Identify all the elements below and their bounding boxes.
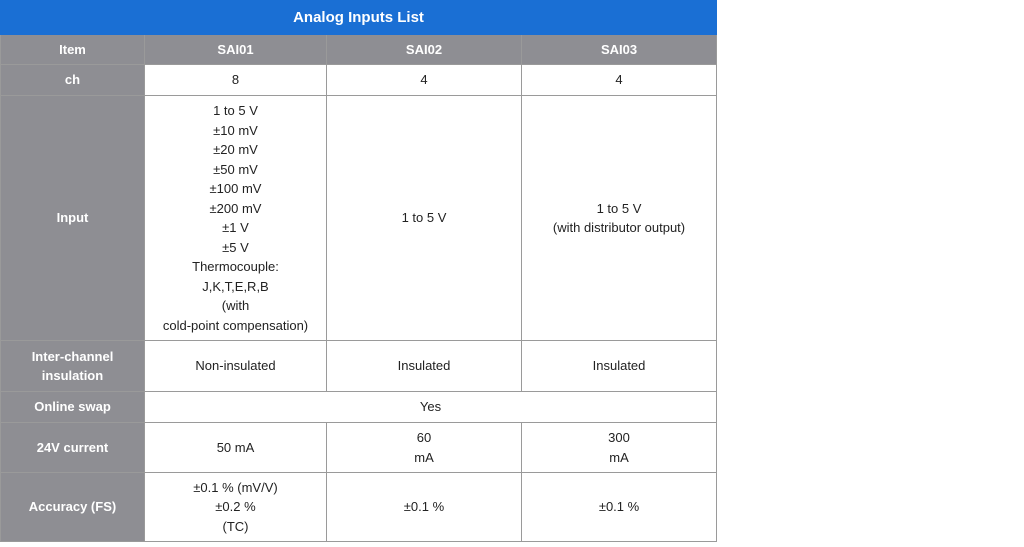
input-sai01-line: ±100 mV	[209, 181, 262, 196]
header-sai01: SAI01	[145, 35, 327, 65]
current-sai03-line: mA	[609, 449, 629, 465]
input-sai03-line: 1 to 5 V	[596, 200, 642, 216]
input-sai01-line: ±20 mV	[213, 142, 258, 157]
accuracy-sai01-line: ±0.1 % (mV/V)	[193, 479, 278, 495]
input-sai01-line: 1 to 5 V	[213, 103, 258, 118]
input-sai01-line: ±1 V	[222, 220, 249, 235]
input-sai01-line: ±5 V	[222, 239, 249, 255]
accuracy-sai01	[145, 473, 327, 542]
accuracy-sai01-line: (TC)	[222, 518, 249, 534]
input-sai01-line: ±50 mV	[213, 161, 258, 177]
label-input: Input	[1, 96, 145, 341]
insulation-sai01: Non-insulated	[145, 341, 327, 392]
label-online-swap: Online swap	[1, 392, 145, 423]
label-insulation	[1, 341, 145, 392]
label-current: 24V current	[1, 423, 145, 473]
input-sai01-line: Thermocouple:	[192, 259, 279, 274]
current-sai01	[145, 423, 327, 473]
input-sai01-line: J,K,T,E,R,B	[202, 278, 269, 294]
title-row	[1, 1, 717, 35]
ch-sai01: 8	[145, 65, 327, 96]
current-sai02-line: 60	[416, 430, 432, 445]
ch-sai03: 4	[522, 65, 717, 96]
row-insulation	[1, 341, 717, 392]
accuracy-sai02-line: ±0.1 %	[403, 499, 445, 515]
label-insulation-line: insulation	[41, 368, 104, 383]
row-input	[1, 96, 717, 341]
header-row	[1, 35, 717, 65]
current-sai01-line: 50 mA	[216, 439, 255, 455]
row-online-swap	[1, 392, 717, 423]
input-sai01-line: ±10 mV	[213, 122, 258, 138]
online-swap-value: Yes	[145, 392, 717, 423]
current-sai02	[327, 423, 522, 473]
row-ch	[1, 65, 717, 96]
input-sai01-line: cold-point compensation)	[162, 317, 309, 333]
input-sai03	[522, 96, 717, 341]
current-sai02-line: mA	[414, 449, 434, 465]
input-sai01	[145, 96, 327, 341]
input-sai02	[327, 96, 522, 341]
current-sai03-line: 300	[608, 430, 630, 445]
table-title: Analog Inputs List	[1, 1, 717, 35]
input-sai02-line: 1 to 5 V	[401, 210, 447, 226]
label-ch: ch	[1, 65, 145, 96]
header-sai03: SAI03	[522, 35, 717, 65]
row-current	[1, 423, 717, 473]
accuracy-sai01-line: ±0.2 %	[215, 499, 256, 515]
input-sai03-line: (with distributor output)	[552, 220, 686, 235]
row-accuracy	[1, 473, 717, 542]
input-sai01-line: (with	[221, 298, 250, 313]
label-insulation-line: Inter-channel	[31, 348, 114, 364]
ch-sai02: 4	[327, 65, 522, 96]
insulation-sai02: Insulated	[327, 341, 522, 392]
insulation-sai03: Insulated	[522, 341, 717, 392]
accuracy-sai02	[327, 473, 522, 542]
header-sai02: SAI02	[327, 35, 522, 65]
accuracy-sai03	[522, 473, 717, 542]
label-accuracy: Accuracy (FS)	[1, 473, 145, 542]
input-sai01-line: ±200 mV	[209, 200, 262, 216]
header-item: Item	[1, 35, 145, 65]
accuracy-sai03-line: ±0.1 %	[598, 499, 640, 515]
current-sai03	[522, 423, 717, 473]
